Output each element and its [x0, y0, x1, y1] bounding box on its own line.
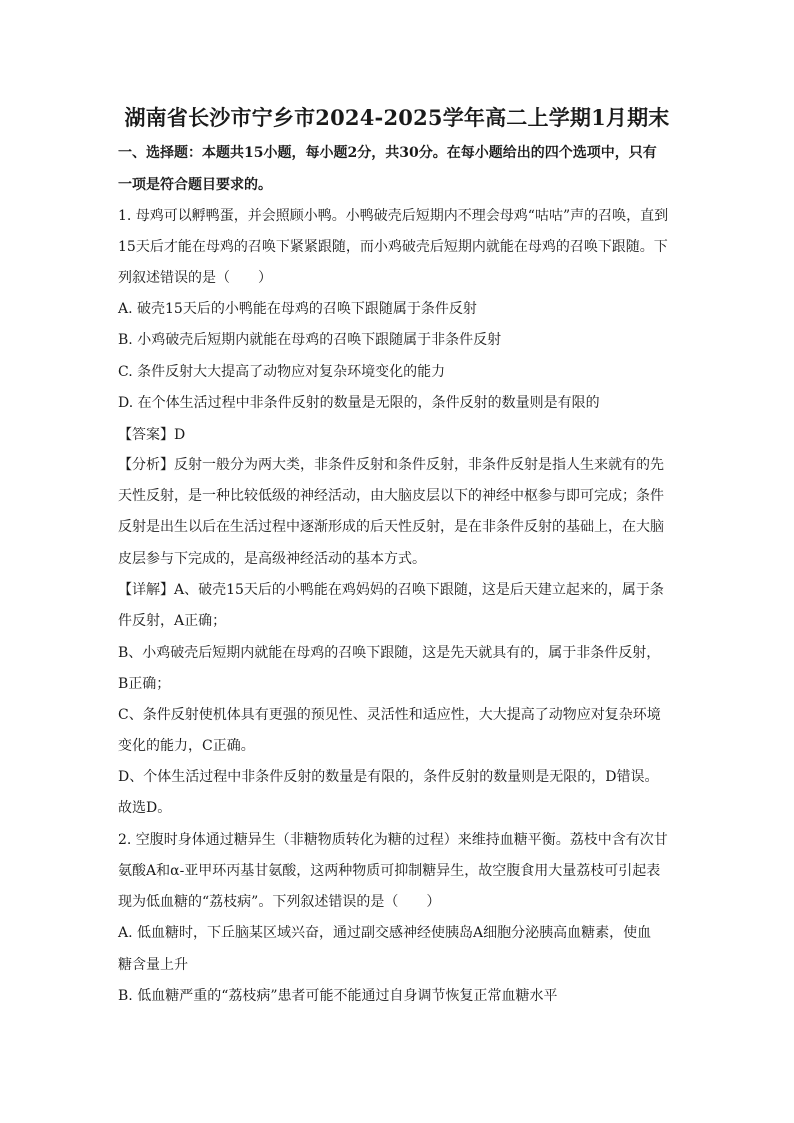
- q1-option-d: D. 在个体生活过程中非条件反射的数量是无限的，条件反射的数量则是有限的: [118, 395, 600, 411]
- q2-stem-line: 现为低血糖的“荔枝病”。下列叙述错误的是（ ）: [118, 894, 441, 910]
- q1-detail-line: C、条件反射使机体具有更强的预见性、灵活性和适应性，大大提高了动物应对复杂环境: [118, 707, 661, 723]
- q1-detail-line: 【详解】A、破壳15天后的小鸭能在鸡妈妈的召唤下跟随，这是后天建立起来的，属于条: [118, 582, 664, 598]
- q1-detail-line: D、个体生活过程中非条件反射的数量是有限的，条件反射的数量则是无限的，D错误。: [118, 769, 659, 785]
- q1-detail-line: 故选D。: [118, 800, 172, 816]
- q1-stem-line: 1. 母鸡可以孵鸭蛋，并会照顾小鸭。小鸭破壳后短期内不理会母鸡“咕咕”声的召唤，直到: [118, 208, 669, 224]
- q1-detail-line: 变化的能力，C正确。: [118, 738, 255, 754]
- q1-detail-line: B正确；: [118, 676, 171, 692]
- q1-answer: 【答案】D: [118, 427, 186, 443]
- q1-analysis-line: 反射是出生以后在生活过程中逐渐形成的后天性反射，是在非条件反射的基础上，在大脑: [118, 519, 664, 535]
- q2-option-a-cont: 糖含量上升: [118, 957, 188, 973]
- q2-option-a: A. 低血糖时，下丘脑某区域兴奋，通过副交感神经使胰岛A细胞分泌胰高血糖素，使血: [118, 925, 652, 941]
- section-heading-line: 一、选择题：本题共15小题，每小题2分，共30分。在每小题给出的四个选项中，只有: [118, 145, 657, 161]
- q1-analysis-line: 皮层参与下完成的，是高级神经活动的基本方式。: [118, 551, 426, 567]
- q1-detail-line: 件反射，A正确；: [118, 613, 227, 629]
- q2-option-b: B. 低血糖严重的“荔枝病”患者可能不能通过自身调节恢复正常血糖水平: [118, 988, 558, 1004]
- q1-stem-line: 列叙述错误的是（ ）: [118, 270, 272, 286]
- section-heading-line: 一项是符合题目要求的。: [118, 177, 272, 193]
- q1-stem-line: 15天后才能在母鸡的召唤下紧紧跟随，而小鸡破壳后短期内就能在母鸡的召唤下跟随。下: [118, 239, 668, 255]
- q1-option-a: A. 破壳15天后的小鸭能在母鸡的召唤下跟随属于条件反射: [118, 301, 477, 317]
- document-title: 湖南省长沙市宁乡市2024-2025学年高二上学期1月期末: [124, 105, 670, 130]
- q1-analysis-line: 【分析】反射一般分为两大类，非条件反射和条件反射，非条件反射是指人生来就有的先: [118, 457, 664, 473]
- q1-option-c: C. 条件反射大大提高了动物应对复杂环境变化的能力: [118, 364, 446, 380]
- q1-option-b: B. 小鸡破壳后短期内就能在母鸡的召唤下跟随属于非条件反射: [118, 332, 502, 348]
- q1-analysis-line: 天性反射，是一种比较低级的神经活动，由大脑皮层以下的神经中枢参与即可完成；条件: [118, 488, 664, 504]
- q2-stem-line: 氨酸A和α-亚甲环丙基甘氨酸，这两种物质可抑制糖异生，故空腹食用大量荔枝可引起表: [118, 863, 661, 879]
- q2-stem-line: 2. 空腹时身体通过糖异生（非糖物质转化为糖的过程）来维持血糖平衡。荔枝中含有次甘: [118, 832, 668, 848]
- q1-detail-line: B、小鸡破壳后短期内就能在母鸡的召唤下跟随，这是先天就具有的，属于非条件反射，: [118, 645, 661, 661]
